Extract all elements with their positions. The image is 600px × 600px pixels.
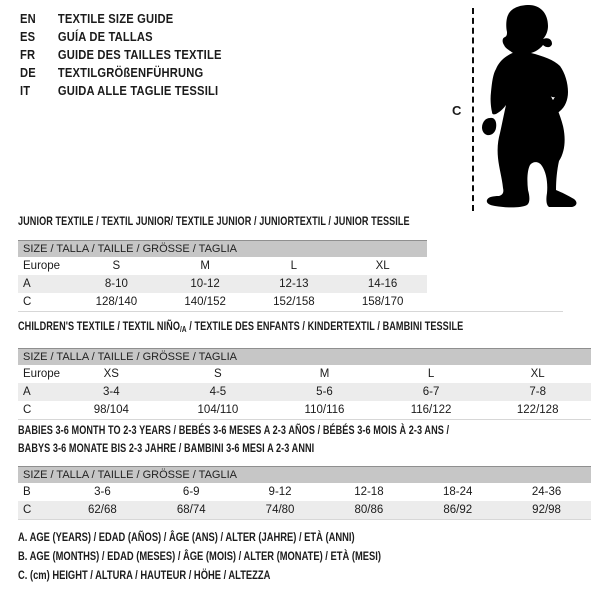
language-item — [20, 82, 222, 100]
table-row — [18, 275, 427, 293]
language-code: IT — [20, 83, 31, 98]
row-label: C — [23, 404, 32, 416]
size-value-cell: M — [200, 260, 210, 272]
size-value-cell: 68/74 — [147, 501, 236, 519]
language-item — [20, 10, 222, 28]
table-row — [18, 401, 591, 419]
size-value-cell: L — [427, 368, 435, 380]
table-row — [18, 241, 427, 258]
language-code: ES — [20, 29, 36, 44]
size-value-cell: XL — [530, 368, 545, 380]
size-value-cell: 80/86 — [324, 501, 413, 519]
table-row — [18, 483, 591, 501]
size-value-cell: 86/92 — [413, 501, 502, 519]
section-heading-children — [18, 319, 463, 334]
table-row — [18, 467, 591, 484]
table-row — [18, 257, 427, 275]
section-heading-babies — [18, 421, 449, 457]
legend-line-a: A. AGE (YEARS) / EDAD (AÑOS) / ÂGE (ANS) / ALTER (JAHRE) / ETÀ (ANNI) — [18, 530, 355, 544]
row-label: C — [18, 501, 58, 519]
size-value-cell: 4-5 — [165, 383, 272, 401]
heading-line-2: BABYS 3-6 MONATE BIS 2-3 JAHRE / BAMBINI 3-6 MESI A 2-3 ANNI — [18, 441, 315, 455]
row-label: A — [18, 275, 72, 293]
table-row — [18, 293, 427, 311]
size-value-cell: 6-9 — [182, 486, 200, 498]
size-value-cell: 104/110 — [197, 404, 239, 416]
size-value-cell: 8-10 — [72, 275, 161, 293]
size-value-cell: M — [319, 368, 330, 380]
guide-title: TEXTILE SIZE GUIDE — [57, 11, 174, 26]
size-value-cell: S — [112, 260, 121, 272]
size-value-cell: S — [214, 368, 222, 380]
size-value-cell: 92/98 — [502, 501, 591, 519]
section-heading-junior: JUNIOR TEXTILE / TEXTIL JUNIOR/ TEXTILE JUNIOR / JUNIORTEXTIL / JUNIOR TESSILE — [18, 214, 410, 228]
row-label: Europe — [23, 260, 61, 272]
children-size-table — [18, 348, 591, 419]
size-header-bar: SIZE / TALLA / TAILLE / GRÖSSE / TAGLIA — [18, 467, 591, 484]
toddler-silhouette — [477, 2, 598, 210]
size-value-cell: 7-8 — [484, 383, 591, 401]
size-value-cell: 12-13 — [250, 275, 339, 293]
junior-table-block — [18, 240, 563, 312]
size-value-cell: 110/116 — [304, 404, 345, 416]
children-table-block — [18, 348, 591, 420]
size-value-cell: 12-18 — [354, 486, 384, 498]
heading-text: CHILDREN'S TEXTILE / TEXTIL NIÑO — [18, 319, 181, 333]
heading-subscript: /A — [180, 324, 187, 334]
size-header-bar: SIZE / TALLA / TAILLE / GRÖSSE / TAGLIA — [18, 349, 591, 366]
size-value-cell: 3-4 — [58, 383, 165, 401]
size-value-cell: 140/152 — [184, 296, 226, 308]
size-value-cell: 3-6 — [94, 486, 111, 498]
legend-line-b: B. AGE (MONTHS) / EDAD (MESES) / ÂGE (MOIS) / ALTER (MONATE) / ETÀ (MESI) — [18, 549, 381, 563]
guide-title: GUIDE DES TAILLES TEXTILE — [57, 47, 222, 62]
row-label: Europe — [23, 368, 61, 380]
heading-text: / TEXTILE DES ENFANTS / KINDERTEXTIL / BAMBINI TESSILE — [186, 319, 464, 333]
size-value-cell: XS — [103, 368, 119, 380]
size-header-bar: SIZE / TALLA / TAILLE / GRÖSSE / TAGLIA — [18, 241, 427, 258]
size-value-cell: 10-12 — [161, 275, 250, 293]
height-marker-label: C — [452, 103, 462, 118]
row-label: A — [18, 383, 58, 401]
size-value-cell: 9-12 — [268, 486, 292, 498]
size-value-cell: 98/104 — [93, 404, 129, 416]
language-item — [20, 64, 222, 82]
guide-title: TEXTILGRÖßENFÜHRUNG — [57, 65, 204, 80]
size-value-cell: 122/128 — [516, 404, 559, 416]
size-value-cell: 152/158 — [273, 296, 315, 308]
size-value-cell: 158/170 — [361, 296, 404, 308]
size-value-cell: 6-7 — [378, 383, 485, 401]
babies-table-block — [18, 466, 591, 520]
babies-size-table — [18, 466, 591, 519]
measure-legend — [18, 528, 381, 585]
size-value-cell: 116/122 — [410, 404, 452, 416]
language-guide-list — [20, 10, 222, 100]
language-item — [20, 28, 222, 46]
table-row — [18, 383, 591, 401]
size-value-cell: 24-36 — [531, 486, 562, 498]
language-code: DE — [20, 65, 36, 80]
size-value-cell: 74/80 — [236, 501, 325, 519]
row-label: B — [23, 486, 31, 498]
row-label: C — [23, 296, 32, 308]
table-row — [18, 501, 591, 519]
legend-line-c: C. (cm) HEIGHT / ALTURA / HAUTEUR / HÖHE / ALTEZZA — [18, 568, 271, 582]
size-value-cell: 5-6 — [271, 383, 378, 401]
junior-size-table — [18, 240, 427, 311]
size-value-cell: 62/68 — [58, 501, 147, 519]
size-value-cell: XL — [375, 260, 390, 272]
guide-title: GUÍA DE TALLAS — [57, 29, 153, 44]
language-code: FR — [20, 47, 36, 62]
language-code: EN — [20, 11, 36, 26]
size-value-cell: L — [290, 260, 298, 272]
table-row — [18, 349, 591, 366]
size-value-cell: 14-16 — [338, 275, 427, 293]
language-item — [20, 46, 222, 64]
size-value-cell: 128/140 — [95, 296, 138, 308]
guide-title: GUIDA ALLE TAGLIE TESSILI — [57, 83, 219, 98]
table-row — [18, 365, 591, 383]
height-measure-dashed-line — [472, 8, 474, 211]
size-value-cell: 18-24 — [443, 486, 473, 498]
heading-line-1: BABIES 3-6 MONTH TO 2-3 YEARS / BEBÉS 3-6 MESES A 2-3 AÑOS / BÉBÉS 3-6 MOIS À 2-3 ANS / — [18, 423, 450, 437]
